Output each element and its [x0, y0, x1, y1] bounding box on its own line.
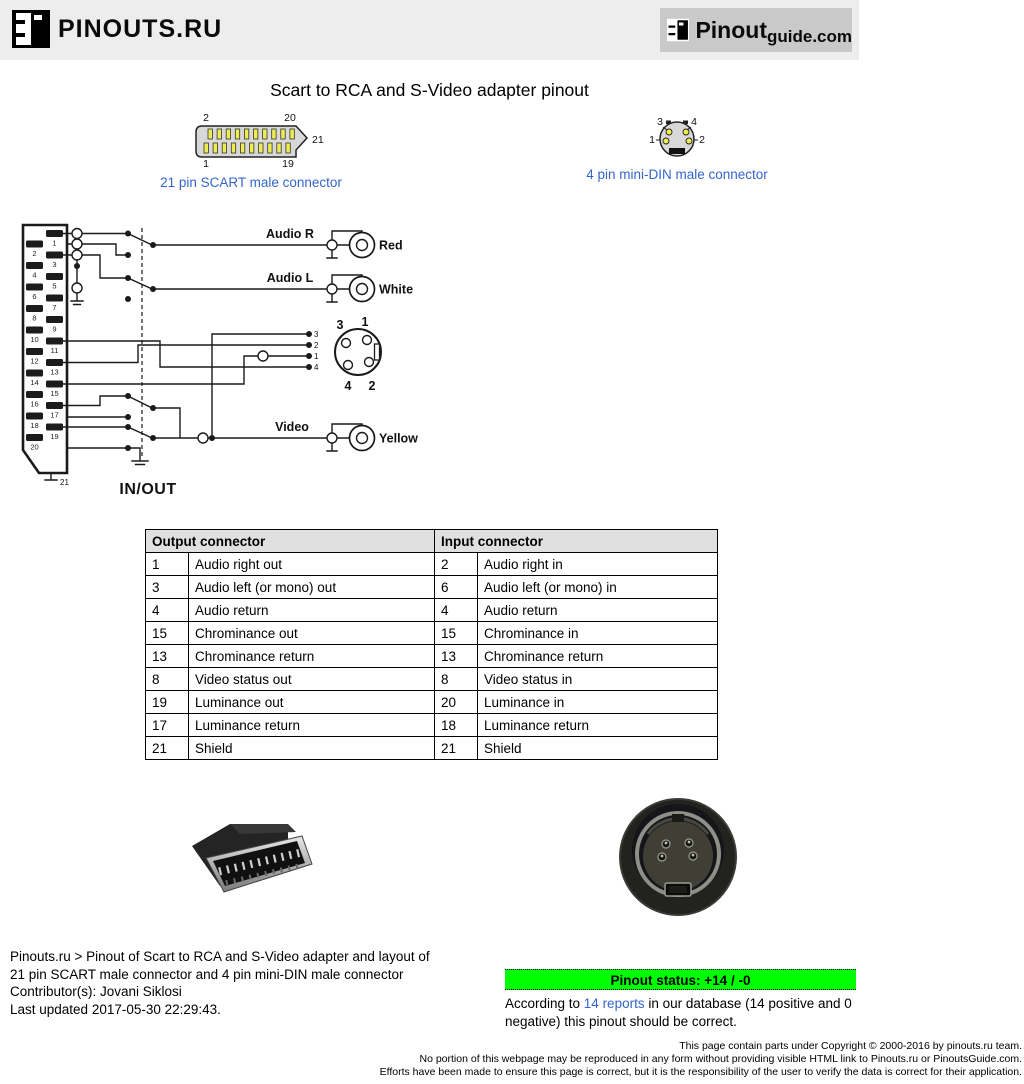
scart-top-pin: [277, 143, 281, 153]
din-wire-label-4: 4: [314, 363, 319, 372]
din-marker-2: 2: [699, 134, 705, 146]
site-name: PINOUTS.RU: [58, 14, 223, 43]
scart-pin: [26, 391, 43, 398]
scart-top-pin: [259, 143, 263, 153]
pin-description-cell: Luminance out: [189, 691, 435, 714]
scart-pin-number: 14: [30, 378, 39, 387]
pin-number-cell: 3: [146, 576, 189, 599]
scart-pin-number: 5: [52, 281, 57, 291]
scart-top-pin: [272, 129, 276, 139]
table-row: [146, 553, 718, 576]
pin-description-cell: Chrominance in: [478, 622, 718, 645]
pin-description-cell: Chrominance return: [478, 645, 718, 668]
scart-pin-number: 3: [52, 260, 57, 269]
scart-pin-number: 2: [32, 249, 37, 258]
scart-marker-2: 2: [203, 112, 209, 124]
copyright-line: No portion of this webpage may be reproduced in any form without providing visible HTML link to Pinouts.ru or PinoutsGuide.com.: [419, 1053, 1022, 1065]
copyright-line: This page contain parts under Copyright © 2000-2016 by pinouts.ru team.: [679, 1040, 1022, 1052]
table-row: [146, 691, 718, 714]
wiring-diagram: [20, 222, 420, 507]
pin-number-cell: 4: [146, 599, 189, 622]
scart-pin: [46, 424, 63, 431]
table-row: [146, 622, 718, 645]
scart-top-pin: [240, 143, 244, 153]
copyright-block: [0, 1040, 1022, 1079]
pin-description-cell: Audio right in: [478, 553, 718, 576]
din-marker-4: 4: [691, 116, 697, 128]
pin-description-cell: Audio right out: [189, 553, 435, 576]
scart-pin: [26, 370, 43, 377]
din-pin1-label: 1: [361, 315, 369, 329]
pin-number-cell: 6: [435, 576, 478, 599]
pin-number-cell: 15: [435, 622, 478, 645]
din-wire-label-3: 3: [314, 330, 319, 339]
pin-description-cell: Chrominance return: [189, 645, 435, 668]
rca-white-label: White: [379, 282, 414, 297]
din-pin3-label: 3: [336, 318, 344, 332]
guide-name-main: Pinout: [695, 16, 767, 43]
pin-number-cell: 13: [435, 645, 478, 668]
pin-description-cell: Audio return: [478, 599, 718, 622]
scart-top-pin: [226, 129, 230, 139]
scart-marker-21: 21: [312, 134, 324, 146]
pin-number-cell: 2: [435, 553, 478, 576]
table-row: [146, 599, 718, 622]
reports-prefix: According to: [505, 996, 584, 1011]
pin-number-cell: 21: [146, 737, 189, 760]
scart-pin-number: 19: [50, 432, 59, 441]
scart-pin: [46, 230, 63, 237]
scart-pin-number: 16: [30, 399, 39, 409]
scart-top-pin: [217, 129, 221, 139]
pin-description-cell: Luminance return: [478, 714, 718, 737]
rca-red-label: Red: [379, 238, 403, 253]
scart-pin-number: 18: [30, 421, 39, 430]
scart-pin-number: 4: [32, 270, 37, 280]
scart-connector-figure: [151, 112, 351, 190]
table-row: [146, 668, 718, 691]
pin-description-cell: Audio return: [189, 599, 435, 622]
pin-number-cell: 18: [435, 714, 478, 737]
pinoutguide-logo[interactable]: [660, 8, 852, 52]
copyright-line: Efforts have been made to ensure this page is correct, but it is the responsibility of the user to verify the data is correct for their application.: [379, 1066, 1022, 1078]
scart-pin-number: 12: [30, 356, 39, 366]
scart-pin: [26, 284, 43, 291]
reports-paragraph: [505, 995, 861, 1030]
pin-number-cell: 13: [146, 645, 189, 668]
scart-pin: [46, 338, 63, 345]
scart-pin: [46, 273, 63, 280]
scart-pin-number: 20: [30, 442, 39, 452]
scart-top-pin: [281, 129, 285, 139]
page-info-block: [10, 948, 500, 1018]
pin-description-cell: Video status out: [189, 668, 435, 691]
scart-pin-number: 10: [30, 335, 39, 344]
din-marker-1: 1: [649, 134, 655, 146]
input-connector-header: Input connector: [435, 530, 718, 553]
page-header: [0, 0, 859, 60]
scart-connector-photo: [190, 812, 315, 894]
scart-top-pin: [235, 129, 239, 139]
scart-connector-drawing: [151, 112, 351, 168]
table-row: [146, 714, 718, 737]
scart-top-pin: [244, 129, 248, 139]
pinout-table: [145, 529, 718, 760]
scart-top-pin: [204, 143, 208, 153]
pin-number-cell: 8: [146, 668, 189, 691]
scart-pin: [46, 316, 63, 323]
audio-r-label: Audio R: [266, 227, 314, 241]
scart-pin-number: 11: [50, 346, 59, 355]
rca-yellow-label: Yellow: [379, 431, 418, 446]
din-marker-3: 3: [657, 116, 663, 128]
pin-description-cell: Shield: [478, 737, 718, 760]
din-pin4-label: 4: [344, 379, 352, 393]
din-wire-label-2: 2: [314, 341, 319, 350]
pin-description-cell: Audio left (or mono) in: [478, 576, 718, 599]
minidin-connector-figure: [577, 114, 777, 182]
pin-number-cell: 17: [146, 714, 189, 737]
scart-pin: [26, 348, 43, 355]
minidin-connector-drawing: [647, 114, 707, 160]
reports-suffix: in our database (14 positive and 0 negative) this pinout should be correct.: [505, 996, 852, 1029]
pin-number-cell: 19: [146, 691, 189, 714]
scart-pin: [46, 381, 63, 388]
scart-top-pin: [286, 143, 290, 153]
pin-number-cell: 20: [435, 691, 478, 714]
scart-pin: [26, 305, 43, 312]
pin-number-cell: 4: [435, 599, 478, 622]
pin-description-cell: Chrominance out: [189, 622, 435, 645]
scart-pin-number: 1: [52, 238, 57, 248]
scart-pin: [46, 252, 63, 259]
breadcrumb: Pinouts.ru > Pinout of Scart to RCA and S-Video adapter and layout of: [10, 949, 430, 964]
scart-pin: [26, 327, 43, 334]
scart-pin-number: 8: [32, 313, 37, 323]
pin-description-cell: Luminance return: [189, 714, 435, 737]
pin-number-cell: 8: [435, 668, 478, 691]
scart-pin: [46, 295, 63, 302]
pin-number-cell: 21: [435, 737, 478, 760]
table-header-row: [146, 530, 718, 553]
scart-pin: [26, 262, 43, 269]
scart-pin: [26, 413, 43, 420]
pinouts-logo[interactable]: [12, 10, 222, 48]
scart-pin: [26, 241, 43, 248]
scart-connector-link[interactable]: 21 pin SCART male connector: [160, 175, 342, 190]
scart-top-pin: [231, 143, 235, 153]
breadcrumb-line2: 21 pin SCART male connector and 4 pin mini-DIN male connector: [10, 966, 404, 982]
pin-description-cell: Shield: [189, 737, 435, 760]
scart-pin: [46, 359, 63, 366]
guide-name-sub: guide.com: [766, 27, 852, 46]
scart-marker-20: 20: [284, 112, 296, 124]
scart-top-pin: [208, 129, 212, 139]
scart-top-pin: [250, 143, 254, 153]
video-label: Video: [275, 420, 309, 434]
output-connector-header: Output connector: [146, 530, 435, 553]
scart-top-pin: [213, 143, 217, 153]
din-wire-label-1: 1: [314, 352, 319, 361]
scart-top-pin: [263, 129, 267, 139]
scart-pin: [26, 434, 43, 441]
scart-pin-number: 17: [50, 410, 59, 420]
pin-number-cell: 15: [146, 622, 189, 645]
din-pin2-label: 2: [368, 379, 376, 393]
audio-l-label: Audio L: [266, 271, 314, 285]
scart-marker-1: 1: [203, 158, 209, 168]
scart-pin-number: 13: [50, 367, 59, 377]
minidin-connector-link[interactable]: 4 pin mini-DIN male connector: [586, 167, 768, 182]
table-row: [146, 737, 718, 760]
last-updated-text: Last updated 2017-05-30 22:29:43.: [10, 1001, 221, 1017]
scart-pin-number: 7: [52, 303, 57, 312]
pin-description-cell: Audio left (or mono) out: [189, 576, 435, 599]
scart-pin: [46, 402, 63, 409]
table-row: [146, 576, 718, 599]
minidin-connector-photo: [618, 786, 738, 928]
scart-marker-19: 19: [282, 158, 294, 168]
scart-pin-number: 9: [52, 324, 57, 334]
pin-number-cell: 1: [146, 553, 189, 576]
scart-top-pin: [290, 129, 294, 139]
pinouts-logo-icon: [12, 10, 50, 48]
pinout-status-banner: Pinout status: +14 / -0: [505, 969, 856, 990]
pin-description-cell: Video status in: [478, 668, 718, 691]
pin-description-cell: Luminance in: [478, 691, 718, 714]
reports-link[interactable]: 14 reports: [583, 996, 645, 1011]
pinoutguide-logo-icon: [667, 15, 689, 45]
contributor-text: Contributor(s): Jovani Siklosi: [10, 984, 182, 999]
scart-pin-number: 6: [32, 292, 37, 301]
page-title: Scart to RCA and S-Video adapter pinout: [270, 80, 589, 100]
scart-top-pin: [222, 143, 226, 153]
scart-top-pin: [268, 143, 272, 153]
table-row: [146, 645, 718, 668]
scart-top-pin: [254, 129, 258, 139]
in-out-label: IN/OUT: [119, 481, 177, 498]
scart-pin21-label: 21: [60, 478, 69, 487]
scart-pin-number: 15: [50, 389, 59, 398]
